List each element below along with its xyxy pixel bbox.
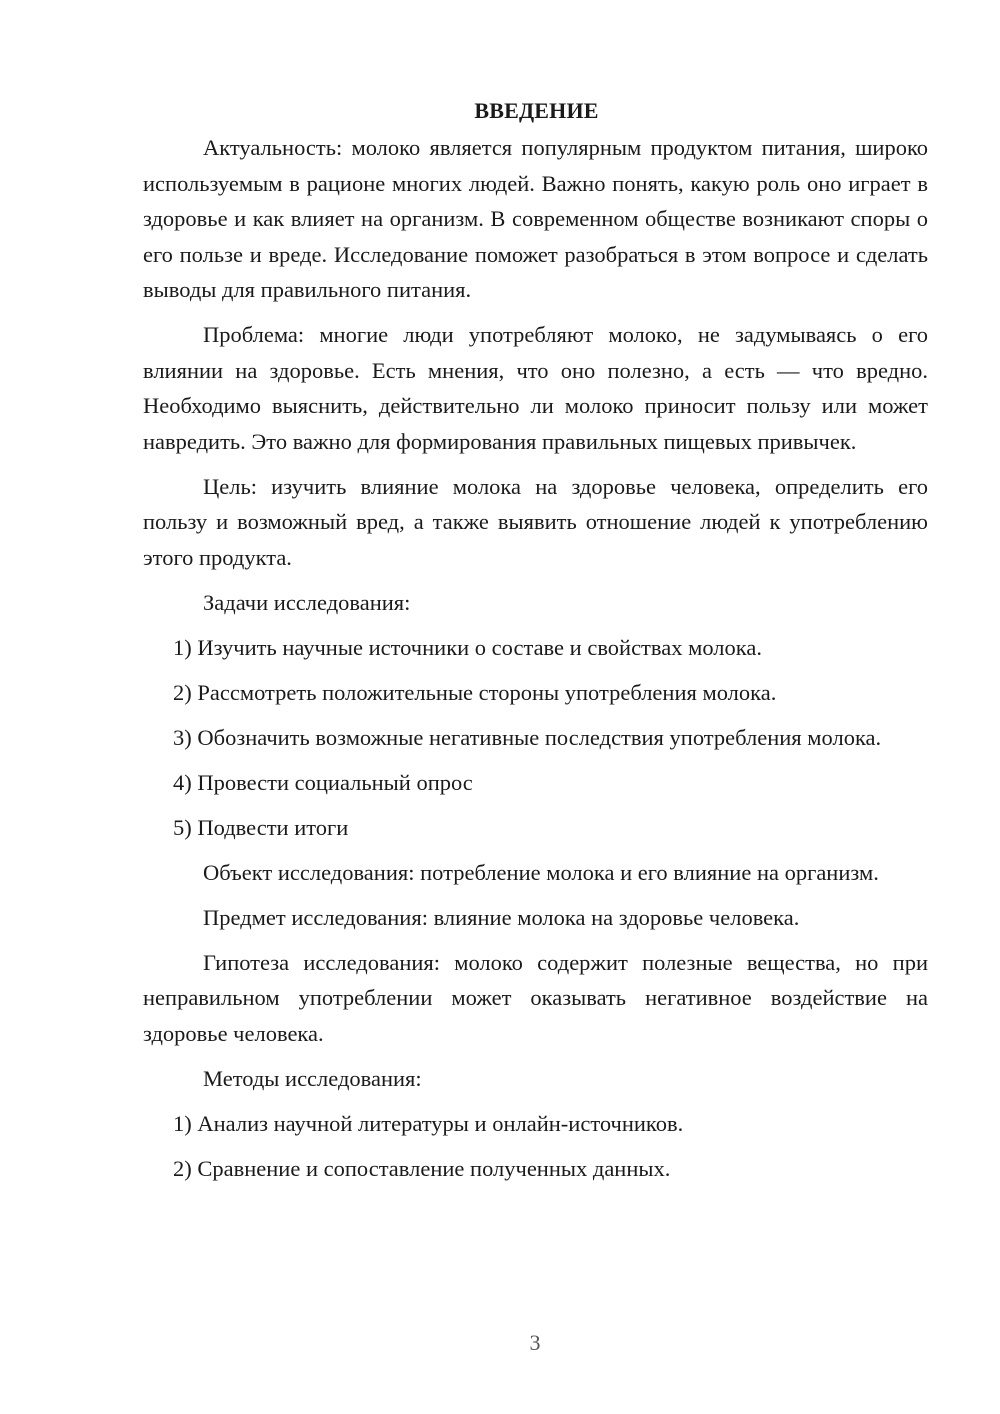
problem-paragraph: Проблема: многие люди употребляют молоко, не задумываясь о его влиянии на здоровье. Есть мнения, что оно полезно, а есть — что вредно. Необходимо выяснить, действительно ли молоко приносит пользу или может навредить. Это важно для формирования правильных пищевых привычек. <box>143 322 928 454</box>
subject-paragraph: Предмет исследования: влияние молока на здоровье человека. <box>203 904 800 930</box>
hypothesis-paragraph: Гипотеза исследования: молоко содержит полезные вещества, но при неправильном употреблении может оказывать негативное воздействие на здоровье человека. <box>143 949 928 1046</box>
page-number: 3 <box>529 1330 541 1355</box>
section-title: ВВЕДЕНИЕ <box>474 98 599 123</box>
relevance-paragraph: Актуальность: молоко является популярным продуктом питания, широко используемым в рационе многих людей. Важно понять, какую роль оно играет в здоровье и как влияет на организм. В современном обществе возникают споры о его пользе и вреде. Исследование поможет разобраться в этом вопросе и сделать выводы для правильного питания. <box>143 135 928 302</box>
task-item-2: 2) Рассмотреть положительные стороны употребления молока. <box>173 679 777 705</box>
goal-paragraph: Цель: изучить влияние молока на здоровье человека, определить его пользу и возможный вред, а также выявить отношение людей к употреблению этого продукта. <box>143 473 928 570</box>
methods-heading: Методы исследования: <box>203 1065 422 1091</box>
object-paragraph: Объект исследования: потребление молока и его влияние на организм. <box>203 859 879 885</box>
tasks-heading: Задачи исследования: <box>203 589 411 615</box>
document-page <box>143 93 928 1186</box>
task-item-4: 4) Провести социальный опрос <box>173 769 473 795</box>
task-item-1: 1) Изучить научные источники о составе и свойствах молока. <box>173 634 762 660</box>
task-item-3: 3) Обозначить возможные негативные последствия употребления молока. <box>173 724 882 750</box>
method-item-2: 2) Сравнение и сопоставление полученных данных. <box>173 1155 671 1181</box>
task-item-5: 5) Подвести итоги <box>173 814 349 840</box>
method-item-1: 1) Анализ научной литературы и онлайн-источников. <box>173 1110 684 1136</box>
